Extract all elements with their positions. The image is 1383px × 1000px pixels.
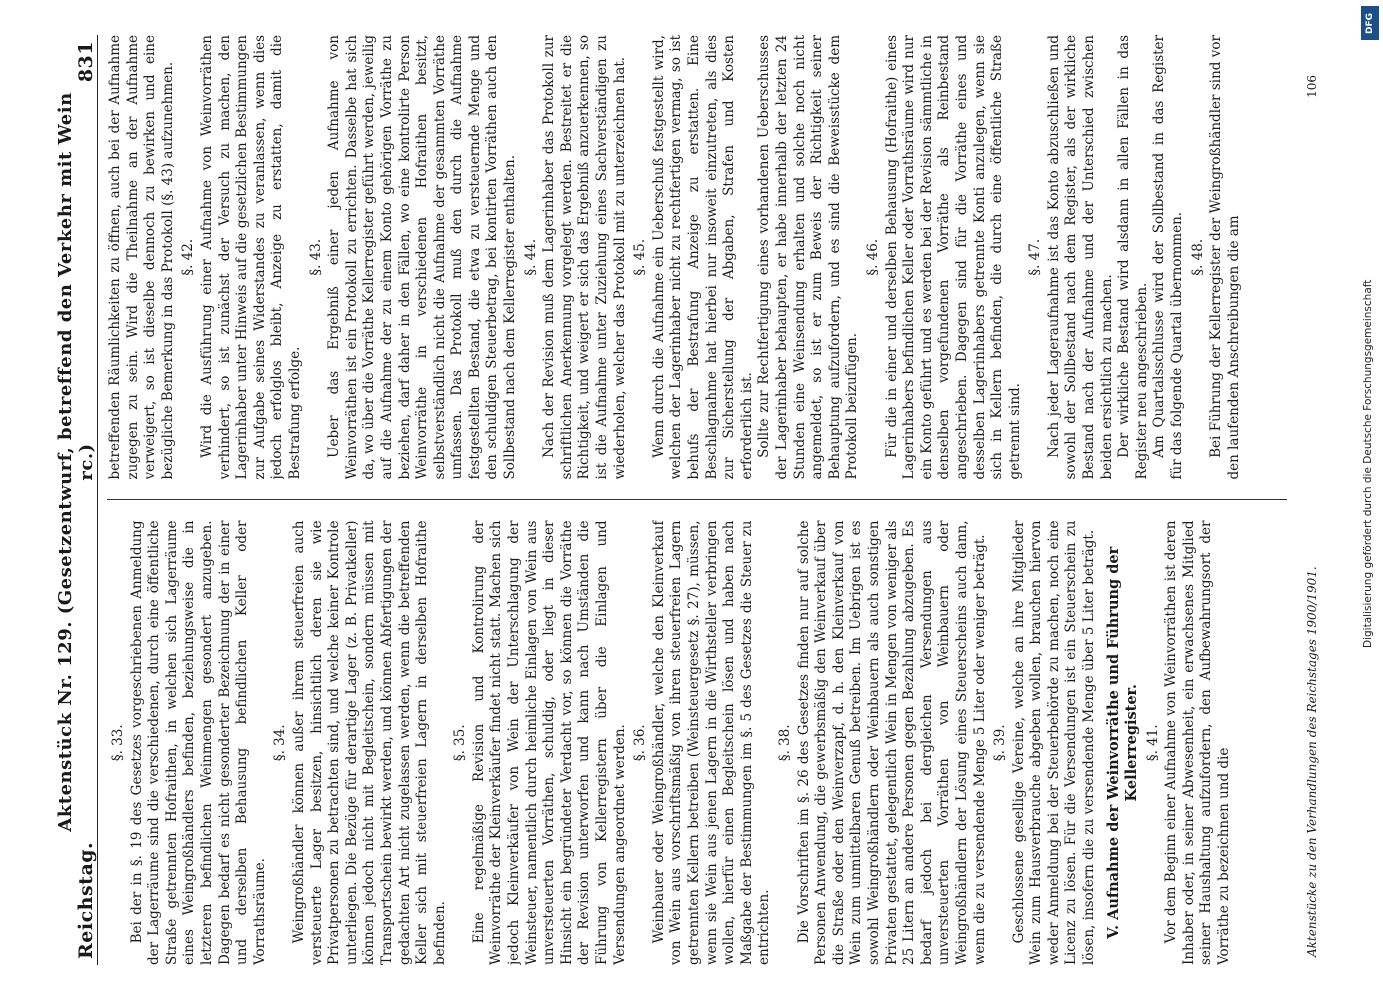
section-33-text: Bei der in §. 19 des Gesetzes vorgeschriebenen Anmeldung der Lagerräume sind die verschiedenen, durch eine öffentliche Straße getrennten Hofraithen, in welchen sich Lagerräume eines Weingroßhändlers befinden, beziehungsweise die in letzteren befindlichen Weinmengen gesondert anzugeben. Dagegen bedarf es nicht gesonderter Bezeichnung der in einer und derselben Behausung befindlichen Keller oder Vorrathsräume.	[128, 520, 268, 965]
section-47-text-3: Am Quartalsschlusse wird der Sollbestand in das Register für das folgende Quartal übernommen.	[1150, 35, 1185, 480]
section-36-text: Weinbauer oder Weingroßhändler, welche den Kleinverkauf von Wein aus vorschriftsmäßig von ihren steuerfreien Lagern getrennten Kellern betreiben (Weinsteuergesetz §. 27), müssen, wenn sie Wein aus jenen Lagern in die Wirthsteller verbringen wollen, hierfür einen Begleitschein lösen und haben nach Maßgabe der Bestimmungen im §. 5 des Gesetzes die Steuer zu entrichten.	[650, 520, 772, 965]
section-38-text: Die Vorschriften im §. 26 des Gesetzes finden nur auf solche Personen Anwendung, die gewerbsmäßig den Weinverkauf über die Straße oder den Weinverzapf, d. h. den Kleinverkauf von Wein zum unmittelbaren Genuß betreiben. Im Uebrigen ist es sowohl Weingroßhändlern oder Weinbauern als auch sonstigen Privaten gestattet, gelegentlich Wein in Mengen von weniger als 25 Litern an andere Personen gegen Bezahlung abzugeben. Es bedarf jedoch bei dergleichen Versendungen aus unversteuerten Vorräthen von Weinbauern oder Weingroßhändlern der Lösung eines Steuerscheins auch dann, wenn die zu versendende Menge 5 Liter oder weniger beträgt.	[795, 520, 987, 965]
section-35-text: Eine regelmäßige Revision und Kontrolirung der Weinvorräthe der Kleinverkäufer findet nicht statt. Machen sich jedoch Kleinverkäufer von Wein der Unterschlagung der Weinsteuer, namentlich durch heimliche Einlagen von Wein aus unversteuerten Vorräthen, schuldig, oder liegt in dieser Hinsicht ein begründeter Verdacht vor, so können die Vorräthe der Revision unterworfen und kann nach Umständen die Führung von Kellerregistern über die Einlagen und Versendungen angeordnet werden.	[470, 520, 628, 965]
digitization-strip	[1357, 0, 1383, 1000]
section-47-text-2: Der wirkliche Bestand wird alsdann in allen Fällen in das Register neu angeschrieben.	[1115, 35, 1150, 480]
section-39-text: Geschlossene gesellige Vereine, welche an ihre Mitglieder Wein zum Hausverbrauche abgeben wollen, brauchen hiervon weder Anmeldung bei der Steuerbehörde zu machen, noch eine Licenz zu lösen. Für die Versendungen ist ein Steuerschein zu lösen, insofern die zu versendende Menge über 5 Liter beträgt.	[1010, 520, 1097, 965]
section-33-title: §. 33.	[109, 724, 126, 762]
section-44-title: §. 44.	[522, 238, 539, 276]
footer-signature: 106	[1304, 75, 1319, 98]
section-45-title: §. 45.	[631, 238, 648, 276]
section-46-text: Für die in einer und derselben Behausung (Hofraithe) eines Lagerinhabers befindlichen Keller oder Vorrathsräume wird nur ein Konto geführt und es werden bei der Revision sämmtliche in denselben vorgefundenen Vorräthe als Reinbestand angeschrieben. Dagegen sind für die Vorräthe eines und desselben Lagerinhabers getrennte Konti anzulegen, wenn sie sich in Kellern befinden, die durch eine öffentliche Straße getrennt sind.	[883, 35, 1023, 480]
section-47-text: Nach jeder Lageraufnahme ist das Konto abzuschließen und sowohl der Sollbestand nach dem Register, als der wirkliche Bestand nach der Aufnahme und der Unterschied zwischen beiden ersichtlich zu machen.	[1045, 35, 1115, 480]
section-34-text: Weingroßhändler können außer ihrem steuerfreien auch versteuerte Lager besitzen, hinsichtlich deren sie wie Privatpersonen zu betrachten sind, und welche keiner Kontrole unterliegen. Die Bezüge für derartige Lager (z. B. Privatkeller) können jedoch nicht mit Begleitschein, sondern müssen mit Transportschein bewirkt werden, und können Abfertigungen der gedachten Art nicht zugelassen werden, wenn die betreffenden Keller sich mit steuerfreien Lagern in derselben Hofraithe befinden.	[290, 520, 448, 965]
section-38-title: §. 38.	[776, 724, 793, 762]
section-42-title: §. 42.	[179, 238, 196, 276]
digitization-note: Digitalisierung gefördert durch die Deutsche Forschungsgemeinschaft	[1362, 279, 1374, 648]
section-36-title: §. 36.	[631, 724, 648, 762]
header-title: Aktenstück Nr. 129. (Gesetzentwurf, betreffend den Verkehr mit Wein rc.)	[54, 92, 97, 832]
document-page	[54, 35, 1327, 965]
section-44-text: Nach der Revision muß dem Lagerinhaber das Protokoll zur schriftlichen Anerkennung vorgelegt werden. Bestreitet er die Richtigkeit, und weigert er sich das Ergebniß anzuerkennen, so ist die Aufnahme unter Zuziehung eines Sachverständigen zu wiederholen, welcher das Protokoll mit zu unterzeichnen hat.	[540, 35, 628, 480]
column-right	[107, 35, 1287, 480]
section-41-continued: betreffenden Räumlichkeiten zu öffnen, auch bei der Aufnahme zugegen zu sein. Wird die Theilnahme an der Aufnahme verweigert, so ist dieselbe dennoch zu bewirken und eine bezügliche Bemerkung in das Protokoll (§. 43) aufzunehmen.	[106, 35, 176, 480]
text-columns	[107, 35, 1287, 965]
section-48-title: §. 48.	[1189, 238, 1206, 276]
page-number: 831	[74, 41, 97, 83]
header-left: Reichstag.	[74, 841, 97, 959]
dfg-logo: DFG	[1361, 6, 1379, 40]
section-43-text: Ueber das Ergebniß einer jeden Aufnahme von Weinvorräthen ist ein Protokoll zu errichten. Dasselbe hat sich da, wo über die Vorräthe Kellerregister geführt werden, jeweilig auf die Aufnahme der zu einem Konto gehörigen Vorräthe zu beziehen, darf daher in den Fällen, wo eine kontrolirte Person Weinvorräthe in verschiedenen Hofraithen besitzt, selbstverständlich nicht die Aufnahme der gesammten Vorräthe umfassen. Das Protokoll muß den durch die Aufnahme festgestellten Bestand, die etwa zu versteuernde Menge und den schuldigen Steuerbetrag, bei kontirten Vorräthen auch den Sollbestand nach dem Kellerregister enthalten.	[325, 35, 518, 480]
section-39-title: §. 39.	[991, 724, 1008, 762]
section-48-text: Bei Führung der Kellerregister der Weingroßhändler sind vor den laufenden Anschreibungen die am	[1207, 35, 1242, 480]
section-35-title: §. 35.	[451, 724, 468, 762]
section-43-title: §. 43.	[307, 238, 324, 276]
section-41-title: §. 41.	[1144, 724, 1161, 762]
section-41-text: Vor dem Beginn einer Aufnahme von Weinvorräthen ist deren Inhaber oder, in seiner Abwesenheit, ein erwachsenes Mitglied seiner Haushaltung aufzufordern, den Aufbewahrungsort der Vorräthe zu bezeichnen und die	[1162, 520, 1232, 965]
running-head	[54, 35, 98, 965]
section-45-text-2: Sollte zur Rechtfertigung eines vorhandenen Ueberschusses der Lagerinhaber behaupten, er habe innerhalb der letzten 24 Stunden eine Weinsendung erhalten und solche noch nicht angemeldet, so ist er zum Beweis der Richtigkeit seiner Behauptung aufzufordern, und es sind die Beweisstücke dem Protokoll beizufügen.	[755, 35, 860, 480]
section-34-title: §. 34.	[271, 724, 288, 762]
column-left	[107, 521, 1287, 966]
footer-source: Aktenstücke zu den Verhandlungen des Reichstages 1900/1901.	[1304, 566, 1319, 957]
column-divider	[107, 500, 1287, 501]
section-42-text: Wird die Ausführung einer Aufnahme von Weinvorräthen verhindert, so ist zunächst der Versuch zu machen, den Lagerinhaber unter Hinweis auf die gesetzlichen Bestimmungen zur Aufgabe seines Widerstandes zu veranlassen, wenn dies jedoch erfolglos bleibt, Anzeige zu erstatten, damit die Bestrafung erfolge.	[198, 35, 303, 480]
section-46-title: §. 46.	[864, 238, 881, 276]
chapter-v-heading: V. Aufnahme der Weinvorräthe und Führung der Kellerregister.	[1104, 546, 1140, 939]
section-45-text: Wenn durch die Aufnahme ein Ueberschuß festgestellt wird, welchen der Lagerinhaber nicht zu rechtfertigen vermag, so ist behufs der Bestrafung Anzeige zu erstatten. Eine Beschlagnahme hat hierbei nur insoweit einzutreten, als dies zur Sicherstellung der Abgaben, Strafen und Kosten erforderlich ist.	[650, 35, 755, 480]
section-47-title: §. 47.	[1026, 238, 1043, 276]
